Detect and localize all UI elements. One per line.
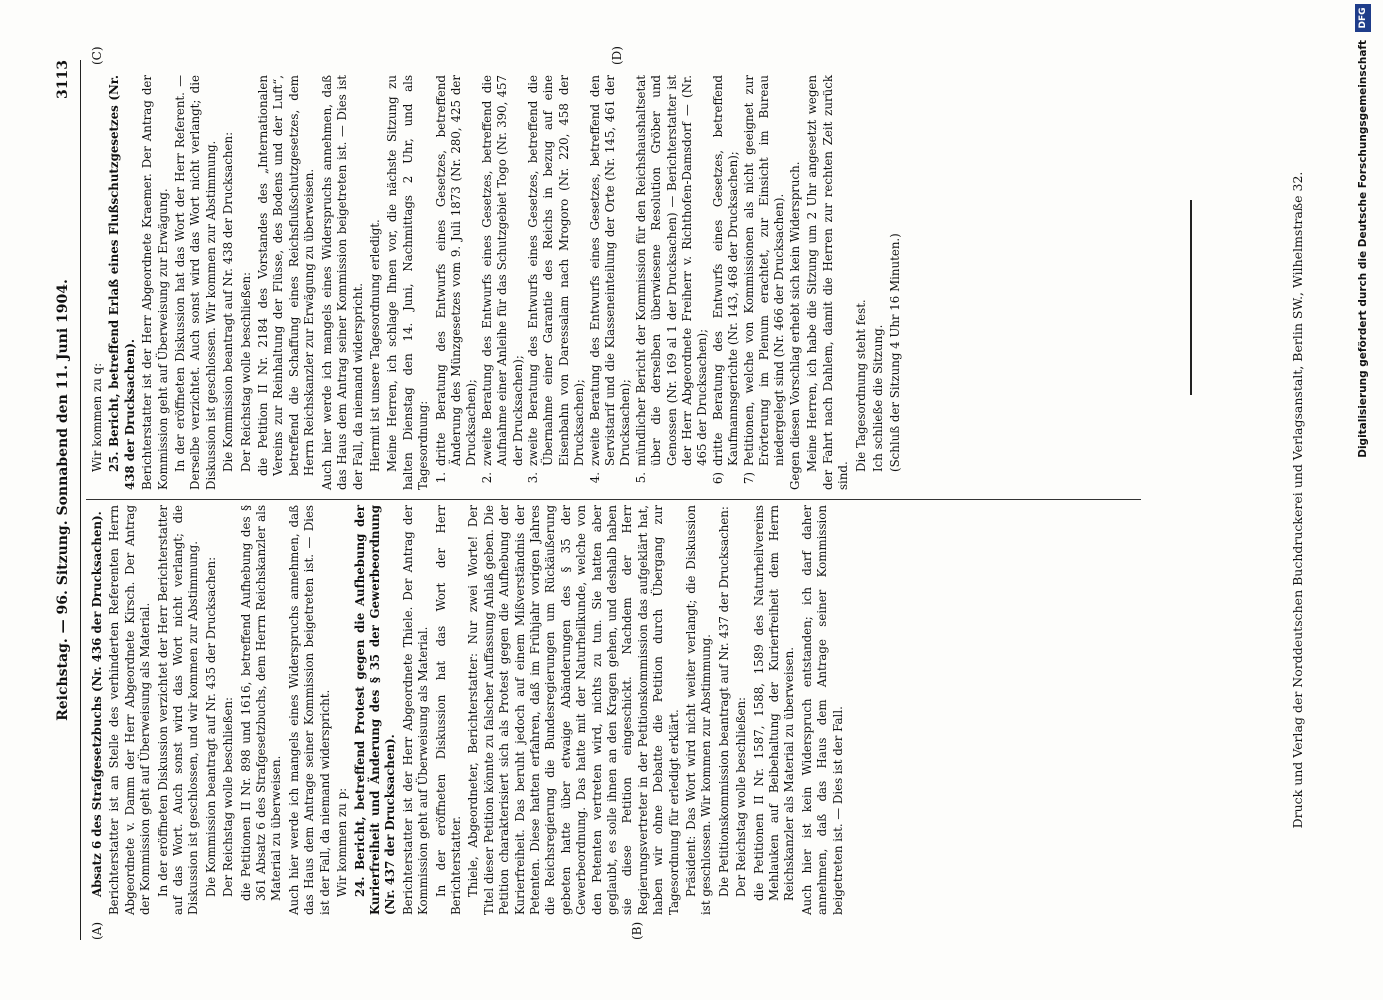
agenda-item bbox=[480, 75, 526, 490]
left_column-paragraph: die Petitionen II Nr. 898 und 1616, betreffend Aufhebung des § 361 Absatz 6 des Strafgesetzbuchs, dem Herrn Reichskanzler als Material zu überweisen. bbox=[238, 505, 284, 901]
imprint-footer: Druck und Verlag der Norddeutschen Buchdruckerei und Verlagsanstalt, Berlin SW., Wilhelmstraße 32. bbox=[1290, 171, 1305, 829]
left_column-paragraph: 24. Bericht, betreffend Protest gegen die Aufhebung der Kurierfreiheit und Änderung des § 35 der Gewerbeordnung (Nr. 437 der Drucksachen). bbox=[352, 505, 398, 915]
agenda-item-text: zweite Beratung des Entwurfs eines Gesetzes, betreffend den Servistarif und die Klasseneinteilung der Orte (Nr. 145, 461 der Drucksachen); bbox=[587, 75, 633, 466]
right_column_intro-paragraph: Die Kommission beantragt auf Nr. 438 der Drucksachen: bbox=[221, 131, 236, 472]
agenda-list bbox=[434, 75, 788, 490]
left_column-paragraph: Die Kommission beantragt auf Nr. 435 der Drucksachen: bbox=[203, 556, 218, 897]
right_column_outro-paragraph: Die Tagesordnung steht fest. bbox=[853, 299, 868, 472]
left_column-paragraph: Präsident: Das Wort wird nicht weiter verlangt; die Diskussion ist geschlossen. Wir kommen zur Abstimmung. bbox=[684, 505, 714, 915]
agenda-item bbox=[711, 75, 742, 490]
right_column_outro-paragraph: Ich schließe die Sitzung. bbox=[870, 324, 885, 472]
agenda-item-number: 2. bbox=[479, 472, 494, 484]
agenda-item bbox=[434, 75, 480, 490]
right-column bbox=[90, 75, 906, 490]
agenda-item bbox=[588, 75, 634, 490]
agenda-item-text: dritte Beratung des Entwurfs eines Gesetzes, betreffend Kaufmannsgerichte (Nr. 143, 468 der Drucksachen); bbox=[710, 75, 741, 466]
agenda-item-number: 6) bbox=[710, 472, 725, 485]
page-number: 3113 bbox=[55, 60, 71, 99]
left_column-paragraph: Wir kommen zu p: bbox=[335, 787, 350, 897]
left_column-paragraph: Thiele, Abgeordneter, Berichterstatter: Nur zwei Worte! Der Titel dieser Petition könnte zu falscher Auffassung Anlaß geben. Die Petition charakterisiert sich als Protest gegen die Aufhebung der Kurierfreiheit. Das beruht jedoch auf einem Mißverständnis der Petenten. Diese hatten erfahren, daß im Frühjahr vorigen Jahres die Reichsregierung die Bundesregierungen um Rückäußerung gebeten hatte über etwaige Abänderungen des § 35 der Gewerbeordnung. Das hatte mit der Naturheilkunde, welche von den Petenten vertreten wird, nichts zu tun. Sie hatten aber geglaubt, es solle ihnen an den Kragen gehen, und deshalb haben sie diese Petition eingeschickt. Nachdem der Herr Regierungsvertreter in der Petitionskommission das aufgeklärt hat, haben wir ohne Debatte die Petition durch Übergang zur Tagesordnung für erledigt erklärt. bbox=[466, 505, 681, 915]
closing-rule bbox=[1190, 200, 1192, 395]
funding-note: Digitalisierung gefördert durch die Deutsche Forschungsgemeinschaft bbox=[1357, 40, 1369, 458]
right_column_intro-paragraph: Wir kommen zu q: bbox=[90, 362, 104, 472]
agenda-item-text: zweite Beratung des Entwurfs eines Gesetzes, betreffend die Übernahme einer Garantie des Reichs in bezug auf eine Eisenbahn von Daressalam nach Mrogoro (Nr. 220, 458 der Drucksachen); bbox=[525, 75, 587, 466]
agenda-item bbox=[526, 75, 588, 490]
right_column_intro-paragraph: In der eröffneten Diskussion hat das Wort der Herr Referent. — Derselbe verzichtet. Auch sonst wird das Wort nicht verlangt; die Diskussion ist geschlossen. Wir kommen zur Abstimmung. bbox=[173, 75, 218, 490]
agenda-item bbox=[634, 75, 711, 490]
right_column_outro-paragraph: Meine Herren, ich habe die Sitzung um 2 Uhr angesetzt wegen der Fahrt nach Dahlem, damit die Herren zur rechten Zeit zurück sind. bbox=[805, 75, 851, 490]
right_column_outro-paragraph: (Schluß der Sitzung 4 Uhr 16 Minuten.) bbox=[888, 233, 903, 472]
agenda-item-number: 7) bbox=[741, 472, 756, 485]
agenda-item-number: 4. bbox=[587, 472, 602, 484]
page-header bbox=[55, 60, 79, 940]
column-divider bbox=[86, 499, 1141, 500]
left-column bbox=[90, 505, 848, 915]
left_column-paragraph: Auch hier werde ich mangels eines Widerspruchs annehmen, daß das Haus dem Antrage seiner Kommission beigetreten ist. — Dies ist der Fall, da niemand widerspricht. bbox=[286, 505, 332, 915]
right_column_intro-paragraph: Auch hier werde ich mangels eines Widerspruchs annehmen, daß das Haus dem Antrag seiner Kommission beigetreten ist. — Dies ist der Fall, da niemand widerspricht. bbox=[319, 75, 365, 490]
left_column-paragraph: Berichterstatter ist an Stelle des verhinderten Referenten Herrn Abgeordnete v. Damm der Herr Abgeordnete Kirsch. Der Antrag der Kommission geht auf Überweisung als Material. bbox=[107, 505, 153, 915]
margin-mark-b: (B) bbox=[630, 921, 644, 940]
right_column_intro-paragraph: Der Reichstag wolle beschließen: bbox=[238, 271, 253, 472]
margin-mark-c: (C) bbox=[90, 46, 104, 65]
left_column-paragraph: In der eröffneten Diskussion hat das Wort der Herr Berichterstatter. bbox=[433, 505, 463, 915]
dfg-logo: DFG bbox=[1355, 4, 1371, 32]
right_column_intro-paragraph: Berichterstatter ist der Herr Abgeordnete Kraemer. Der Antrag der Kommission geht auf Überweisung zur Erwägung. bbox=[140, 75, 170, 490]
left_column-paragraph: Die Petitionskommission beantragt auf Nr. 437 der Drucksachen: bbox=[716, 506, 731, 897]
agenda-item-text: dritte Beratung des Entwurfs eines Gesetzes, betreffend Änderung des Münzgesetzes vom 9. Juli 1873 (Nr. 280, 425 der Drucksachen); bbox=[433, 75, 479, 466]
margin-mark-d: (D) bbox=[610, 46, 624, 65]
margin-mark-a: (A) bbox=[90, 921, 104, 940]
left_column-paragraph: In der eröffneten Diskussion verzichtet der Herr Berichterstatter auf das Wort. Auch sonst wird das Wort nicht verlangt; die Diskussion ist geschlossen, und wir kommen zur Abstimmung. bbox=[155, 505, 201, 915]
right-outro bbox=[788, 75, 904, 490]
right_column_outro-paragraph: Gegen diesen Vorschlag erhebt sich kein Widerspruch. bbox=[787, 161, 802, 490]
agenda-item-text: Petitionen, welche von Kommissionen als nicht geeignet zur Erörterung im Plenum erachtet, zur Einsicht im Bureau niedergelegt sind (Nr. 466 der Drucksachen). bbox=[741, 75, 787, 466]
right_column_intro-paragraph: die Petition II Nr. 2184 des Vorstandes des „Internationalen Vereins zur Reinhaltung der Flüsse, des Bodens und der Luft“, betreffend die Schaffung eines Reichsflußschutzgesetzes, dem Herrn Reichskanzler zur Erwägung zu überweisen. bbox=[256, 75, 317, 476]
agenda-item-number: 1. bbox=[433, 472, 448, 484]
right_column_intro-paragraph: Hiermit ist unsere Tagesordnung erledigt. bbox=[367, 219, 382, 472]
left_column-paragraph: Auch hier ist kein Widerspruch entstanden; ich darf daher annehmen, daß das Haus dem Antrage seiner Kommission beigetreten ist. — Dies ist der Fall. bbox=[799, 505, 845, 915]
agenda-item bbox=[742, 75, 788, 490]
right_column_intro-paragraph: Meine Herren, ich schlage Ihnen vor, die nächste Sitzung zu halten Dienstag den 14. Juni, Nachmittags 2 Uhr, und als Tagesordnung: bbox=[385, 75, 431, 490]
left_column-paragraph: die Petitionen II Nr. 1587, 1588, 1589 des Naturheilvereins Mehlauken auf Beibehaltung der Kurierfreiheit dem Herrn Reichskanzler als Material zu überweisen. bbox=[751, 505, 797, 901]
right_column_intro-paragraph: 25. Bericht, betreffend Erlaß eines Flußschutzgesetzes (Nr. 438 der Drucksachen). bbox=[107, 75, 137, 490]
header-title: Reichstag. — 96. Sitzung. Sonnabend den 11. Juni 1904. bbox=[55, 279, 71, 721]
agenda-item-number: 3. bbox=[525, 472, 540, 484]
right-intro bbox=[90, 75, 432, 490]
left_column-paragraph: Berichterstatter ist der Herr Abgeordnete Thiele. Der Antrag der Kommission geht auf Überweisung als Material. bbox=[400, 505, 431, 915]
left_column-paragraph: Absatz 6 des Strafgesetzbuchs (Nr. 436 der Drucksachen). bbox=[90, 511, 104, 897]
digitization-stripe bbox=[1355, 0, 1373, 1000]
left_column-paragraph: Der Reichstag wolle beschließen: bbox=[734, 696, 749, 897]
agenda-item-number: 5. bbox=[633, 472, 648, 484]
left_column-paragraph: Der Reichstag wolle beschließen: bbox=[221, 696, 236, 897]
agenda-item-text: zweite Beratung des Entwurfs eines Gesetzes, betreffend die Aufnahme einer Anleihe für das Schutzgebiet Togo (Nr. 390, 457 der Drucksachen); bbox=[479, 75, 525, 466]
agenda-item-text: mündlicher Bericht der Kommission für den Reichshaushaltsetat über die derselben überwiesene Resolution Gröber und Genossen (Nr. 169 al 1 der Drucksachen) — Berichterstatter ist der Herr Abgeordnete Freiherr v. Richthofen-Damsdorf — (Nr. 465 der Drucksachen); bbox=[633, 75, 710, 466]
header-rule bbox=[80, 60, 81, 940]
